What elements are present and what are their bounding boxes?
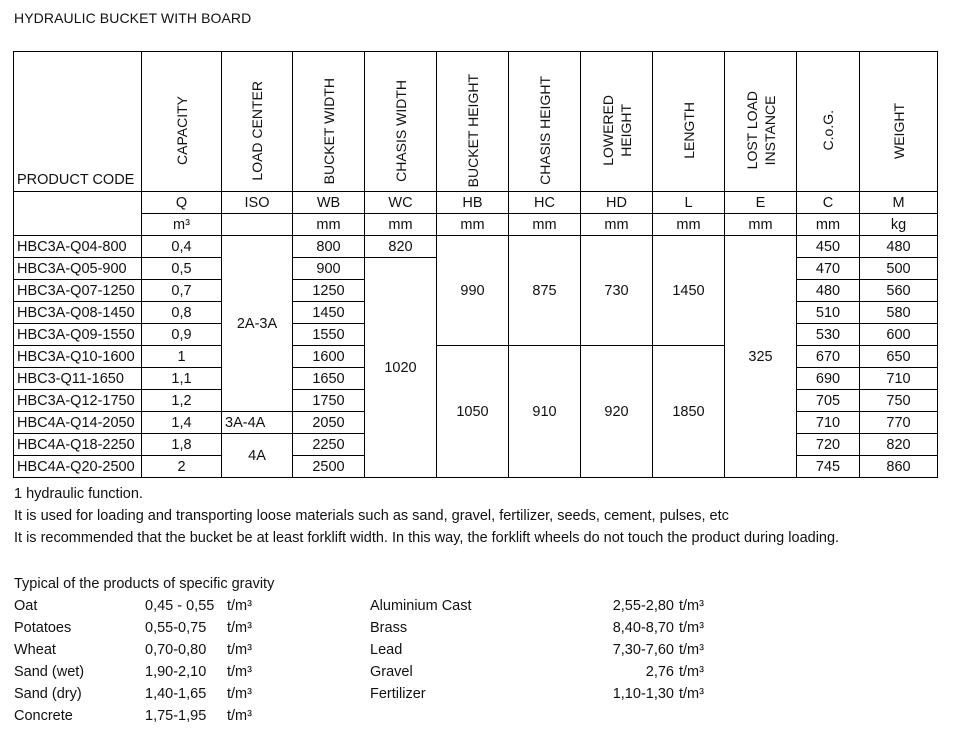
bucket-width-cell: 800 — [293, 236, 365, 258]
unit-cell: mm — [581, 214, 653, 236]
material-value: 0,70-0,80 — [145, 642, 207, 658]
gravity-row — [14, 661, 954, 683]
document-title: HYDRAULIC BUCKET WITH BOARD — [14, 10, 252, 26]
material-name: Sand (wet) — [14, 664, 85, 680]
load-center-cell: 4A — [222, 434, 293, 478]
symbol-row — [14, 192, 938, 214]
product-code: HBC3A-Q05-900 — [14, 258, 142, 280]
weight-cell: 820 — [860, 434, 938, 456]
chasis-height-cell: 910 — [509, 346, 581, 478]
chasis-height-cell: 875 — [509, 236, 581, 346]
symbol-cell: L — [653, 192, 725, 214]
unit-cell: mm — [437, 214, 509, 236]
product-code: HBC4A-Q18-2250 — [14, 434, 142, 456]
product-code: HBC3A-Q08-1450 — [14, 302, 142, 324]
load-center-header: LOAD CENTER — [222, 52, 293, 192]
capacity-cell: 1,4 — [142, 412, 222, 434]
table-row — [14, 236, 938, 258]
material-name: Concrete — [14, 708, 73, 724]
material-name: Gravel — [370, 664, 413, 680]
material-value: 2,55-2,80 — [612, 598, 674, 614]
cog-cell: 690 — [797, 368, 860, 390]
material-unit: t/m³ — [679, 598, 704, 614]
capacity-cell: 0,4 — [142, 236, 222, 258]
material-unit: t/m³ — [227, 708, 252, 724]
gravity-row — [14, 595, 954, 617]
cog-cell: 720 — [797, 434, 860, 456]
material-name: Lead — [370, 642, 403, 658]
chasis-width-cell: 820 — [365, 236, 437, 258]
material-name: Wheat — [14, 642, 56, 658]
lowered-height-header: LOWERED HEIGHT — [581, 52, 653, 192]
unit-cell: mm — [293, 214, 365, 236]
cog-cell: 745 — [797, 456, 860, 478]
capacity-cell: 0,8 — [142, 302, 222, 324]
cog-cell: 530 — [797, 324, 860, 346]
gravity-row — [14, 705, 954, 727]
chasis-height-header: CHASIS HEIGHT — [509, 52, 581, 192]
bucket-width-cell: 1550 — [293, 324, 365, 346]
bucket-width-cell: 2050 — [293, 412, 365, 434]
material-name: Aluminium Cast — [370, 598, 472, 614]
weight-cell: 650 — [860, 346, 938, 368]
cog-cell: 480 — [797, 280, 860, 302]
weight-header: WEIGHT — [860, 52, 938, 192]
gravity-row — [14, 639, 954, 661]
length-cell: 1450 — [653, 236, 725, 346]
specific-gravity-section — [14, 573, 954, 727]
weight-cell: 480 — [860, 236, 938, 258]
capacity-cell: 1,2 — [142, 390, 222, 412]
product-code: HBC3A-Q09-1550 — [14, 324, 142, 346]
table-row — [14, 346, 938, 368]
header-row — [14, 52, 938, 192]
material-unit: t/m³ — [227, 664, 252, 680]
symbol-cell: WC — [365, 192, 437, 214]
note-line: It is recommended that the bucket be at least forklift width. In this way, the forklift wheels do not touch the product during loading. — [14, 530, 840, 546]
material-value: 1,40-1,65 — [145, 686, 207, 702]
symbol-cell: M — [860, 192, 938, 214]
symbol-cell: E — [725, 192, 797, 214]
load-center-cell: 3A-4A — [222, 412, 293, 434]
capacity-cell: 1 — [142, 346, 222, 368]
symbol-cell: HD — [581, 192, 653, 214]
note-line: It is used for loading and transporting loose materials such as sand, gravel, fertilizer, seeds, cement, pulses, etc — [14, 508, 729, 524]
weight-cell: 580 — [860, 302, 938, 324]
lowered-height-cell: 920 — [581, 346, 653, 478]
weight-cell: 860 — [860, 456, 938, 478]
unit-cell: kg — [860, 214, 938, 236]
unit-cell: mm — [797, 214, 860, 236]
material-unit: t/m³ — [227, 598, 252, 614]
bucket-height-cell: 990 — [437, 236, 509, 346]
material-value: 2,76 — [645, 664, 674, 680]
cog-cell: 470 — [797, 258, 860, 280]
material-unit: t/m³ — [227, 620, 252, 636]
notes-section — [14, 483, 839, 549]
material-value: 0,55-0,75 — [145, 620, 207, 636]
cog-cell: 710 — [797, 412, 860, 434]
chasis-width-header: CHASIS WIDTH — [365, 52, 437, 192]
bucket-height-cell: 1050 — [437, 346, 509, 478]
capacity-header: CAPACITY — [142, 52, 222, 192]
bucket-width-cell: 1600 — [293, 346, 365, 368]
weight-cell: 560 — [860, 280, 938, 302]
cog-header: C.o.G. — [797, 52, 860, 192]
symbol-cell: C — [797, 192, 860, 214]
material-unit: t/m³ — [679, 620, 704, 636]
lowered-height-cell: 730 — [581, 236, 653, 346]
unit-cell: mm — [365, 214, 437, 236]
product-code: HBC3A-Q12-1750 — [14, 390, 142, 412]
capacity-cell: 1,1 — [142, 368, 222, 390]
product-code: HBC3A-Q07-1250 — [14, 280, 142, 302]
symbol-cell: Q — [142, 192, 222, 214]
bucket-width-cell: 1450 — [293, 302, 365, 324]
material-unit: t/m³ — [227, 686, 252, 702]
unit-cell: mm — [725, 214, 797, 236]
symbol-cell: ISO — [222, 192, 293, 214]
material-unit: t/m³ — [679, 664, 704, 680]
material-value: 1,10-1,30 — [612, 686, 674, 702]
cog-cell: 450 — [797, 236, 860, 258]
weight-cell: 770 — [860, 412, 938, 434]
product-code: HBC4A-Q20-2500 — [14, 456, 142, 478]
material-value: 8,40-8,70 — [612, 620, 674, 636]
specification-table — [13, 51, 938, 478]
unit-cell — [222, 214, 293, 236]
weight-cell: 710 — [860, 368, 938, 390]
bucket-width-cell: 1250 — [293, 280, 365, 302]
material-value: 1,90-2,10 — [145, 664, 207, 680]
material-unit: t/m³ — [227, 642, 252, 658]
bucket-width-cell: 900 — [293, 258, 365, 280]
material-unit: t/m³ — [679, 642, 704, 658]
bucket-height-header: BUCKET HEIGHT — [437, 52, 509, 192]
bucket-width-cell: 2500 — [293, 456, 365, 478]
product-code-header: PRODUCT CODE — [14, 52, 142, 192]
load-center-cell: 2A-3A — [222, 236, 293, 412]
material-name: Oat — [14, 598, 38, 614]
product-code: HBC4A-Q14-2050 — [14, 412, 142, 434]
capacity-cell: 0,5 — [142, 258, 222, 280]
blank-cell — [14, 214, 142, 236]
material-unit: t/m³ — [679, 686, 704, 702]
weight-cell: 600 — [860, 324, 938, 346]
capacity-cell: 0,9 — [142, 324, 222, 346]
capacity-cell: 2 — [142, 456, 222, 478]
material-name: Potatoes — [14, 620, 72, 636]
bucket-width-cell: 2250 — [293, 434, 365, 456]
material-value: 7,30-7,60 — [612, 642, 674, 658]
symbol-cell: WB — [293, 192, 365, 214]
material-value: 1,75-1,95 — [145, 708, 207, 724]
product-code: HBC3A-Q10-1600 — [14, 346, 142, 368]
gravity-row — [14, 683, 954, 705]
bucket-width-cell: 1750 — [293, 390, 365, 412]
material-name: Fertilizer — [370, 686, 426, 702]
symbol-cell: HC — [509, 192, 581, 214]
symbol-cell: HB — [437, 192, 509, 214]
specific-gravity-title: Typical of the products of specific gravity — [14, 576, 275, 592]
weight-cell: 500 — [860, 258, 938, 280]
material-name: Sand (dry) — [14, 686, 82, 702]
cog-cell: 510 — [797, 302, 860, 324]
chasis-width-cell: 1020 — [365, 258, 437, 478]
material-value: 0,45 - 0,55 — [145, 598, 215, 614]
unit-row — [14, 214, 938, 236]
product-code: HBC3-Q11-1650 — [14, 368, 142, 390]
note-line: 1 hydraulic function. — [14, 486, 143, 502]
bucket-width-cell: 1650 — [293, 368, 365, 390]
cog-cell: 705 — [797, 390, 860, 412]
blank-cell — [14, 192, 142, 214]
cog-cell: 670 — [797, 346, 860, 368]
lost-load-instance-cell: 325 — [725, 236, 797, 478]
lost-load-instance-header: LOST LOAD INSTANCE — [725, 52, 797, 192]
unit-cell: mm — [653, 214, 725, 236]
capacity-cell: 1,8 — [142, 434, 222, 456]
unit-cell: m³ — [142, 214, 222, 236]
length-cell: 1850 — [653, 346, 725, 478]
length-header: LENGTH — [653, 52, 725, 192]
capacity-cell: 0,7 — [142, 280, 222, 302]
gravity-row — [14, 617, 954, 639]
bucket-width-header: BUCKET WIDTH — [293, 52, 365, 192]
material-name: Brass — [370, 620, 408, 636]
unit-cell: mm — [509, 214, 581, 236]
weight-cell: 750 — [860, 390, 938, 412]
product-code: HBC3A-Q04-800 — [14, 236, 142, 258]
